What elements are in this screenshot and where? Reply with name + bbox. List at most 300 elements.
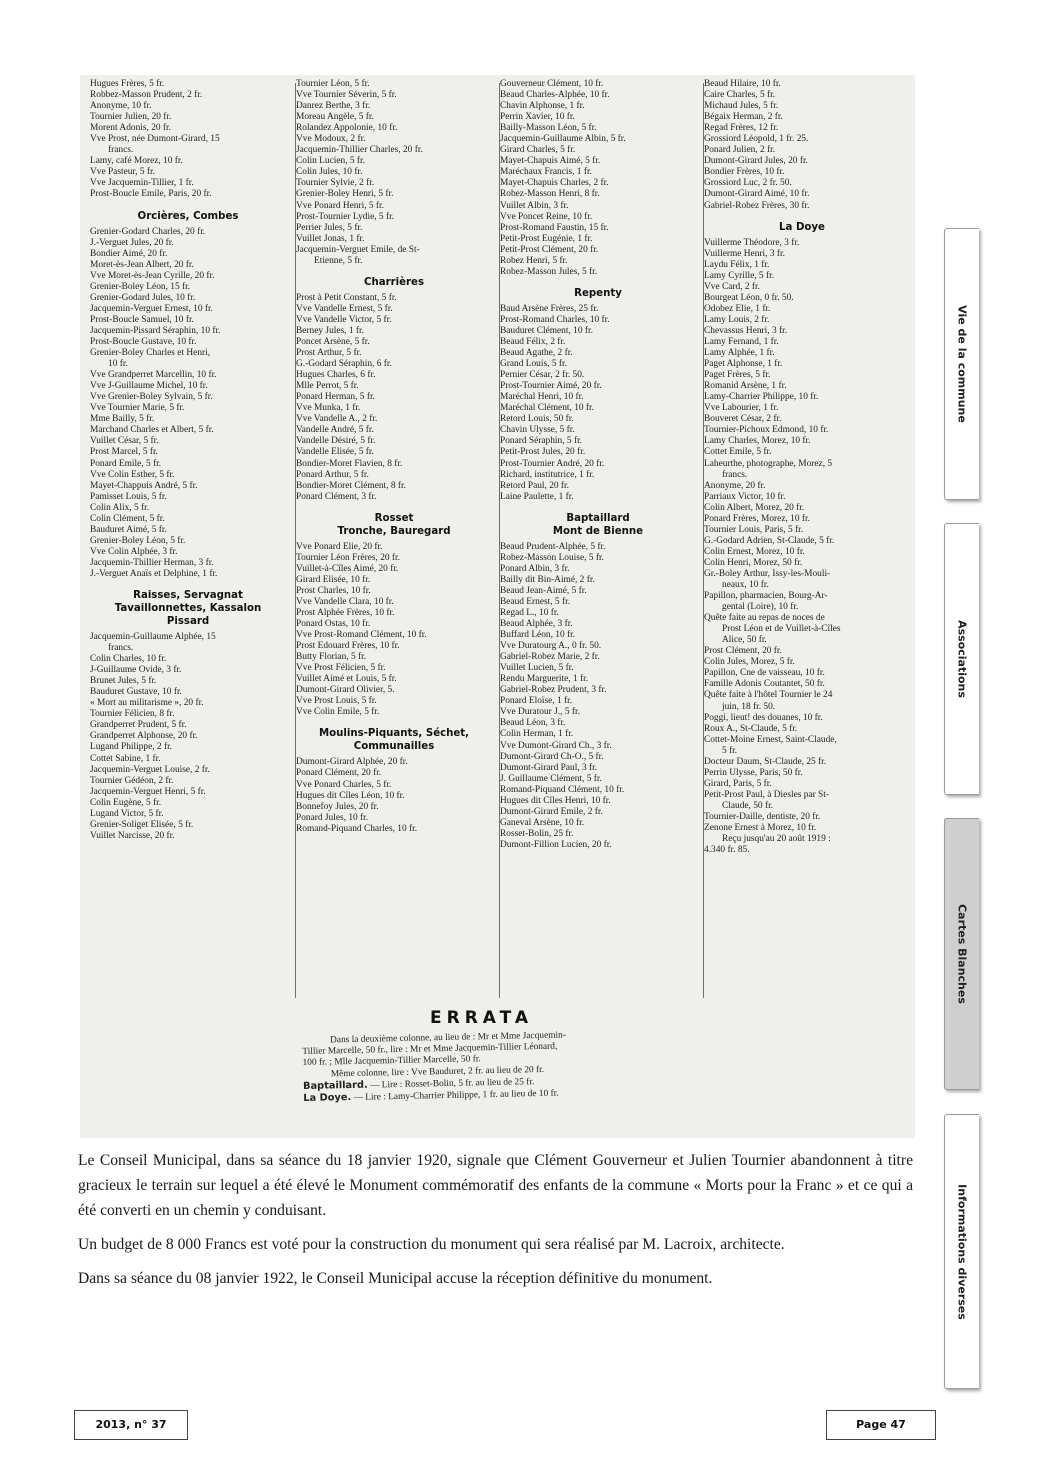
donor-entry: Colin Henri, Morez, 50 fr. [704,557,803,568]
donor-entry: Vve Moret-ès-Jean Cyrille, 20 fr. [90,270,215,281]
donor-entry: Reçu jusqu'au 20 août 1919 : [722,834,831,845]
donor-entry: Prost-Tournier Aimé, 20 fr. [500,381,602,392]
spacer [296,267,492,276]
donor-entry: J.-Verguet Anaïs et Delphine, 1 fr. [90,568,218,579]
donor-entry: Petit-Prost Jules, 20 fr. [500,447,586,458]
donor-entry: Tournier-Daille, dentiste, 20 fr. [704,812,821,822]
donor-entry: « Mort au militarisme », 20 fr. [90,698,204,709]
donor-entry: Retord Louis, 50 fr. [500,414,574,425]
donor-entry: Lamy-Charrier Philippe, 10 fr. [704,392,819,403]
donor-entry: Laine Paulette, 1 fr. [500,491,574,502]
donor-entry: Ponard Jules, 10 fr. [296,812,369,823]
locality-heading: Baptaillard [566,512,630,524]
tab-cartes-blanches[interactable] [944,818,979,1090]
donor-entry: Beaud Charles-Alphée, 10 fr. [500,90,610,101]
donor-entry: Grossiord Luc, 2 fr. 50. [704,178,792,189]
donor-entry: Gabriel-Robez Prudent, 3 fr. [500,685,607,696]
donor-entry: Anonyme, 20 fr. [704,480,766,491]
donor-entry: Ganeval Arsène, 10 fr. [500,817,585,828]
donor-entry: Paget Frères, 5 fr. [704,370,771,381]
donor-entry: Maréchal Clément, 10 fr. [500,403,594,414]
donor-entry: Ponard Ostas, 10 fr. [296,619,371,630]
donor-entry: Tournier Gédéon, 2 fr. [90,775,174,786]
donor-entry: Rosset-Bolin, 25 fr. [500,828,574,839]
donor-entry: Prost Arthur, 5 fr. [296,348,362,359]
donor-entry: 5 fr. [722,745,738,756]
list-column-3 [500,79,696,999]
donor-entry: Quête faite à l'hôtel Tournier le 24 [704,690,833,701]
donor-entry: Prost-Tournier Lydie, 5 fr. [296,211,395,222]
donor-entry: Beaud Prudent-Alphée, 5 fr. [500,541,606,552]
donor-entry: Beaud Félix, 2 fr. [500,336,566,347]
donor-entry: juin, 18 fr. 50. [722,701,776,712]
donor-entry: Dumont-Fillion Lucien, 20 fr. [500,839,612,850]
donor-entry: Vve Prost Louis, 5 fr. [296,696,377,707]
donor-entry: Chavin Ulysse, 5 fr. [500,425,575,436]
donor-entry: Vuillet Narcisse, 20 fr. [90,830,175,841]
donor-entry: Dumont-Girard Aimé, 10 fr. [704,189,810,200]
tab-associations[interactable] [944,523,979,795]
donor-entry: Chavin Alphonse, 1 fr. [500,101,585,112]
donor-entry: Vve Vandelle Ernest, 5 fr. [296,303,393,314]
locality-heading: Repenty [574,287,622,299]
donor-entry: Mlle Perrot, 5 fr. [296,381,359,392]
donor-entry: Colin Herman, 1 fr. [500,729,574,740]
donor-entry: Dumont-Girard Ch-O., 5 fr. [500,751,604,762]
donor-entry: Grandperret Prudent, 5 fr. [90,720,187,731]
donor-entry: Prost-Boucle Emile, Paris, 20 fr. [90,189,212,200]
donor-entry: Maréchal Henri, 10 fr. [500,392,584,403]
donor-entry: Vve Ponard Henri, 5 fr. [296,200,384,211]
donor-entry: Perrin Xavier, 10 fr. [500,112,575,123]
errata-line: Dans la deuxième colonne, au lieu de : Mr et Mme Jacquemin- [329,1030,567,1046]
donor-entry: Ponard Herman, 5 fr. [296,392,375,403]
donor-entry: Colin Alix, 5 fr. [90,502,150,513]
donor-entry: Bondier Frères, 10 fr. [704,167,785,178]
donor-entry: francs. [108,145,134,156]
donor-entry: Vve J-Guillaume Michel, 10 fr. [90,381,208,392]
spacer [296,718,492,727]
donor-entry: Brunet Jules, 5 fr. [90,676,157,687]
donor-entry: Vve Ponard Charles, 5 fr. [296,779,392,790]
locality-heading: Mont de Bienne [552,525,644,537]
donor-entry: Zenone Ernest à Morez, 10 fr. [704,823,817,834]
donor-entry: Retord Paul, 20 fr. [500,480,570,491]
spacer [500,278,696,287]
donor-entry: Anonyme, 10 fr. [90,101,152,112]
donor-entry: Dumont-Girard Olivier, 5. [296,685,395,696]
donor-entry: Hugues dit Cîles Léon, 10 fr. [296,790,405,801]
donor-entry: Lugand Philippe, 2 fr. [90,742,173,753]
donor-entry: Bauduret Aimé, 5 fr. [90,524,167,535]
donor-entry: Beaud Jean-Aimé, 5 fr. [500,585,587,596]
donor-entry: Lamy, café Morez, 10 fr. [90,156,183,167]
donor-entry: Bauduret Gustave, 10 fr. [90,687,182,698]
donor-entry: Bailly dit Bin-Aimé, 2 fr. [500,574,595,585]
donor-entry: Perrier Jules, 5 fr. [296,222,363,233]
donor-entry: Perrin Ulysse, Paris, 50 fr. [704,767,803,778]
donor-entry: Grenier-Godard Charles, 20 fr. [90,226,206,237]
errata-section [80,1008,915,1133]
donor-entry: Mayet-Chapuis Aimé, 5 fr. [500,156,601,167]
donor-entry: Petit-Prost Clément, 20 fr. [500,244,599,255]
donor-entry: Prost Edouard Frères, 10 fr. [296,641,400,652]
donor-entry: Dumont-Girard Alphée, 20 fr. [296,757,408,768]
tab-label: Vie de la commune [955,305,969,423]
donor-entry: Famille Adonis Coutantet, 50 fr. [704,679,825,690]
donor-entry: Vuillerme Henri, 3 fr. [704,248,785,259]
donor-entry: Colin Albert, Morez, 20 fr. [704,502,805,513]
donor-entry: Etienne, 5 fr. [314,255,363,266]
donor-entry: Grenier-Soliget Elisée, 5 fr. [90,819,194,830]
donor-entry: Beaud Hilaire, 10 fr. [704,79,781,89]
donor-entry: Jacquemin-Verguet Emile, de St- [296,244,420,255]
donor-entry: G.-Godard Séraphin, 6 fr. [296,359,392,370]
donor-entry: gental (Loire), 10 fr. [722,602,799,613]
donor-entry: Vve Colin Alphée, 3 fr. [90,546,178,557]
donor-entry: 4.340 fr. 85. [704,845,750,856]
donor-entry: Ponard Arthur, 5 fr. [296,469,369,480]
donor-entry: Odobez Elie, 1 fr. [704,303,771,314]
donor-entry: Tournier Félicien, 8 fr. [90,709,175,720]
donor-entry: Grand Louis, 5 fr. [500,359,567,370]
list-column-1 [90,79,286,999]
donor-entry: Jacquemin-Thillier Charles, 20 fr. [296,145,423,156]
donor-entry: Gr.-Boley Arthur, Issy-les-Mouli- [704,568,831,579]
donor-entry: Colin Jules, Morez, 5 fr. [704,657,795,668]
donor-entry: Papillon, pharmacien, Bourg-Ar- [704,591,828,602]
locality-heading: Tronche, Bauregard [337,525,451,537]
locality-heading: Moulins-Piquants, Séchet, [318,728,470,740]
donor-entry: Docteur Daum, St-Claude, 25 fr. [704,756,827,767]
donor-entry: Mayet-Chappuis André, 5 fr. [90,480,198,491]
donor-entry: Paget Alphonse, 1 fr. [704,359,783,370]
donor-entry: Prost-Romand Charles, 10 fr. [500,314,610,325]
donor-entry: Colin Eugène, 5 fr. [90,797,162,808]
donor-entry: Robez-Masson Louise, 5 fr. [500,552,604,563]
donor-entry: Hugues dit Cîles Henri, 10 fr. [500,795,611,806]
donor-entry: francs. [722,469,748,480]
scanned-newspaper-clipping [80,75,915,1138]
locality-heading: Rosset [374,512,414,524]
donor-entry: Baud Arsène Frères, 25 fr. [500,303,599,314]
donor-entry: Bailly-Masson Léon, 5 fr. [500,123,597,134]
donor-entry: Quête faite au repas de noces de [704,613,825,624]
article-paragraph: Un budget de 8 000 Francs est voté pour la construction du monument qui sera réalisé par M. Lacroix, architecte. [78,1236,785,1253]
donor-entry: Laheurthe, photographe, Morez, 5 [704,458,833,469]
tab-vie-de-la-commune[interactable] [944,228,979,500]
donor-entry: Laydu Félix, 1 fr. [704,259,770,270]
donor-entry: Prost Alphée Frères, 10 fr. [296,607,395,618]
article-body [78,1148,913,1300]
donor-entry: Vandelle Désiré, 5 fr. [296,436,376,447]
donor-entry: Vuillet César, 5 fr. [90,436,159,447]
donor-entry: Vve Prost Félicien, 5 fr. [296,663,386,674]
donor-entry: Colin Charles, 10 fr. [90,654,167,665]
donor-entry: Lamy Louis, 2 fr. [704,314,770,325]
donor-entry: Hugues Frères, 5 fr. [90,79,165,89]
article-paragraph: Le Conseil Municipal, dans sa séance du 18 janvier 1920, signale que Clément Gouverneur et Julien Tournier abandonnent à titre gracieux le terrain sur lequel a été élevé le Monument commémoratif des enfants de la commune « Morts pour la Franc » et ce qui a été converti en un chemin y conduisant. [78,1152,913,1219]
donor-entry: Tournier Julien, 20 fr. [90,112,172,123]
page-number: Page 47 [826,1410,936,1440]
donor-entry: Poggi, lieut! des douanes, 10 fr. [704,712,823,723]
donor-entry: Pamisset Louis, 5 fr. [90,491,167,502]
donor-entry: Ponard Albin, 3 fr. [500,563,570,574]
donor-entry: Vve Munka, 1 fr. [296,403,361,414]
donor-entry: Vuillet-à-Cîles Aimé, 20 fr. [296,563,399,574]
donor-entry: Vuillet Albin, 3 fr. [500,200,569,211]
article-paragraph: Dans sa séance du 08 janvier 1922, le Conseil Municipal accuse la réception définitive du monument. [78,1270,713,1287]
donor-entry: Michaud Jules, 5 fr. [704,101,779,112]
locality-heading: Charrières [363,276,425,288]
donor-entry: Vve Jacquemin-Tillier, 1 fr. [90,178,194,189]
donor-entry: Mayet-Chapuis Charles, 2 fr. [500,178,609,189]
donor-entry: Marchand Charles et Albert, 5 fr. [90,425,214,436]
donor-entry: Grandperret Alphonse, 20 fr. [90,731,198,742]
donor-entry: J. Guillaume Clément, 5 fr. [500,773,602,784]
donor-entry: Vandelle André, 5 fr. [296,425,374,436]
donor-entry: Gabriel-Robez Marie, 2 fr. [500,652,600,663]
list-column-2 [296,79,492,999]
donor-entry: Girard Elisée, 10 fr. [296,574,371,585]
tab-label: Informations diverses [955,1183,969,1320]
donor-entry: Cottet Emile, 5 fr. [704,447,772,458]
donor-entry: Poncet Arsène, 5 fr. [296,336,370,347]
donor-entry: Beaud Agathe, 2 fr. [500,348,573,359]
donor-entry: Grenier-Godard Jules, 10 fr. [90,292,196,303]
donor-entry: Prost-Romand Faustin, 15 fr. [500,222,609,233]
list-column-4 [704,79,900,999]
donor-entry: Lamy Cyrille, 5 fr. [704,270,775,281]
donor-entry: Jacquemin-Guillaume Albin, 5 fr. [500,134,626,145]
donor-entry: Ponard Emile, 5 fr. [90,458,162,469]
donor-entry: Prost Clément, 20 fr. [704,646,782,657]
donor-entry: Grenier-Boley Léon, 5 fr. [90,535,186,546]
donor-entry: Mme Bailly, 5 fr. [90,414,155,425]
locality-heading: Tavaillonnettes, Kassalon [114,603,262,615]
donor-entry: Vve Poncet Reine, 10 fr. [500,211,593,222]
errata-title: ERRATA [430,1008,534,1028]
donor-entry: Beaud Léon, 3 fr. [500,718,566,729]
donor-entry: Lugand Victor, 5 fr. [90,808,164,819]
donor-entry: Jacquemin-Thillier Herman, 3 fr. [90,557,214,568]
donor-entry: G.-Godard Adrien, St-Claude, 5 fr. [704,535,835,546]
donor-entry: Danrez Berthe, 3 fr. [296,101,371,112]
donor-entry: Girard Charles, 5 fr. [500,145,576,156]
donor-entry: Colin Jules, 10 fr. [296,167,363,178]
donor-entry: Colin Clément, 5 fr. [90,513,165,524]
donor-entry: Bégaix Herman, 2 fr. [704,112,783,123]
donor-entry: Vve Colin Esther, 5 fr. [90,469,175,480]
donor-entry: Jacquemin-Verguet Henri, 5 fr. [90,786,206,797]
donor-entry: Bondier Aimé, 20 fr. [90,248,168,259]
donor-entry: Jacquemin-Pissard Séraphin, 10 fr. [90,325,221,336]
errata-location: La Doye. [303,1092,352,1105]
donor-entry: Bondier-Moret Flavien, 8 fr. [296,458,403,469]
donor-entry: Vve Tournier Marie, 5 fr. [90,403,185,414]
locality-heading: Communailles [353,741,435,753]
donor-entry: Grenier-Boley Léon, 15 fr. [90,281,191,292]
donor-entry: Tournier Léon, 5 fr. [296,79,370,89]
donor-entry: Prost Léon et de Vuillet-à-Cîles [722,624,841,635]
donor-entry: Petit-Prost Paul, à Diesles par St- [704,789,829,800]
donor-entry: Vuillet Aimé et Louis, 5 fr. [296,674,397,685]
donor-entry: Vve Card, 2 fr. [704,281,760,292]
donor-entry: Vve Prost-Romand Clément, 10 fr. [296,630,427,641]
donor-entry: Caire Charles, 5 fr. [704,90,776,101]
donor-entry: Cottet Sabine, 1 fr. [90,753,161,764]
donor-entry: Beaud Ernest, 5 fr. [500,596,571,607]
donor-entry: Jacquemin-Guillaume Alphée, 15 [90,632,216,643]
donor-entry: Vve Dumont-Girard Ch., 3 fr. [500,740,612,751]
errata-body [302,1027,723,1105]
donor-entry: Vve Grandperret Marcellin, 10 fr. [90,370,217,381]
donor-entry: Robez Henri, 5 fr. [500,255,568,266]
donor-entry: Vve Vandelle Victor, 5 fr. [296,314,392,325]
spacer [90,201,286,210]
issue-number: 2013, n° 37 [74,1410,188,1440]
donor-entry: Tournier-Pichoux Edmond, 10 fr. [704,425,829,436]
donor-entry: Bondier-Moret Clément, 8 fr. [296,480,406,491]
donor-entry: Vve Duratourg A., 0 fr. 50. [500,641,602,652]
donor-entry: Ponard Séraphin, 5 fr. [500,436,583,447]
donor-entry: Petit-Prost Eugénie, 1 fr. [500,233,593,244]
donor-entry: Vve Prost, née Dumont-Girard, 15 [90,134,220,145]
tab-informations-diverses[interactable] [944,1114,979,1389]
donor-entry: Romanid Arsène, 1 fr. [704,381,787,392]
donor-entry: Ponard Clément, 20 fr. [296,768,382,779]
donor-entry: Claude, 50 fr. [722,800,774,811]
donor-entry: Vve Pasteur, 5 fr. [90,167,155,178]
donor-entry: Moreau Angèle, 5 fr. [296,112,374,123]
donor-entry: Dumont-Girard Paul, 3 fr. [500,762,598,773]
donor-entry: Vve Labourier, 1 fr. [704,403,779,414]
donor-entry: Bouveret César, 2 fr. [704,414,782,425]
spacer [704,212,900,221]
locality-heading: Pissard [166,616,210,628]
donor-entry: Grossiord Léopold, 1 fr. 25. [704,134,809,145]
donor-entry: Morent Adonis, 20 fr. [90,123,171,134]
donor-entry: Vuillet Lucien, 5 fr. [500,663,574,674]
donor-entry: Ponard Clément, 3 fr. [296,491,377,502]
donor-entry: Prost-Boucle Gustave, 10 fr. [90,336,197,347]
donor-entry: francs. [108,643,134,654]
errata-location: Baptaillard. [302,1079,368,1092]
donor-entry: Tournier Louis, Paris, 5 fr. [704,524,804,535]
tab-label: Cartes Blanches [955,904,969,1004]
subscription-list [86,79,909,1004]
donor-entry: Roux A., St-Claude, 5 fr. [704,723,798,734]
donor-entry: Prost Charles, 10 fr. [296,585,371,596]
donor-entry: Rolandez Appolonie, 10 fr. [296,123,398,134]
donor-entry: Parriaux Victor, 10 fr. [704,491,786,502]
donor-entry: Robbez-Masson Prudent, 2 fr. [90,90,203,101]
donor-entry: Berney Jules, 1 fr. [296,325,364,336]
donor-entry: Buffard Léon, 10 fr. [500,630,576,641]
donor-entry: Regad Frères, 12 fr. [704,123,779,134]
donor-entry: Cottet-Moine Ernest, Saint-Claude, [704,734,837,745]
donor-entry: Vve Modoux, 2 fr. [296,134,366,145]
spacer [90,580,286,589]
locality-heading: La Doye [779,221,825,233]
donor-entry: Dumont-Girard Jules, 20 fr. [704,156,808,167]
donor-entry: neaux, 10 fr. [722,580,769,591]
donor-entry: Romand-Piquand Clément, 10 fr. [500,784,625,795]
donor-entry: Tournier Léon Frères, 20 fr. [296,552,400,563]
donor-entry: Papillon, Cne de vaisseau, 10 fr. [704,668,825,679]
donor-entry: Maréchaux Francis, 1 fr. [500,167,592,178]
donor-entry: Ponard Frères, Morez, 10 fr. [704,513,810,524]
donor-entry: Grenier-Boley Henri, 5 fr. [296,189,394,200]
spacer [500,503,696,512]
donor-entry: Alice, 50 fr. [722,635,767,646]
donor-entry: Butty Florian, 5 fr. [296,652,367,663]
errata-line: 100 fr. ; Mlle Jacquemin-Tillier Marcelle, 50 fr. [302,1054,481,1069]
donor-entry: Prost Marcel, 5 fr. [90,447,158,458]
donor-entry: Vandelle Elisée, 5 fr. [296,447,374,458]
donor-entry: Colin Lucien, 5 fr. [296,156,365,167]
donor-entry: Gabriel-Robez Frères, 30 fr. [704,200,810,211]
errata-correction: — Lire : Rosset-Bolin, 5 fr. au lieu de 25 fr. [367,1076,535,1091]
donor-entry: J-Guillaume Ovide, 3 fr. [90,665,182,676]
donor-entry: Ponard Eloïse, 1 fr. [500,696,573,707]
donor-entry: Lamy Charles, Morez, 10 fr. [704,436,811,447]
donor-entry: Robez-Masson Jules, 5 fr. [500,266,598,277]
donor-entry: Vve Tournier Séverin, 5 fr. [296,90,397,101]
donor-entry: Prost-Tournier André, 20 fr. [500,458,605,469]
donor-entry: Gouverneur Clément, 10 fr. [500,79,604,89]
donor-entry: Vve Colin Emile, 5 fr. [296,707,380,718]
donor-entry: Bauduret Clément, 10 fr. [500,325,593,336]
donor-entry: Colin Ernest, Morez, 10 fr. [704,546,805,557]
donor-entry: Hugues Charles, 6 fr. [296,370,376,381]
donor-entry: Vuillet Jonas, 1 fr. [296,233,365,244]
donor-entry: Vve Vandelle Clara, 10 fr. [296,596,394,607]
donor-entry: Lamy Alphée, 1 fr. [704,348,775,359]
donor-entry: Tournier Sylvie, 2 fr. [296,178,375,189]
donor-entry: Jacquemin-Verguet Ernest, 10 fr. [90,303,213,314]
spacer [296,503,492,512]
errata-correction: — Lire : Lamy-Charrier Philippe, 1 fr. au lieu de 10 fr. [351,1088,559,1103]
donor-entry: Vuillerme Théodore, 3 fr. [704,237,800,248]
locality-heading: Raisses, Servagnat [133,590,243,602]
donor-entry: J.-Verguet Jules, 20 fr. [90,237,174,248]
donor-entry: Girard, Paris, 5 fr. [704,778,772,789]
donor-entry: Vve Vandelle A., 2 fr. [296,414,378,425]
donor-entry: Regad L., 10 fr. [500,607,559,618]
donor-entry: Ponard Julien, 2 fr. [704,145,776,156]
donor-entry: Dumont-Girard Emile, 2 fr. [500,806,603,817]
donor-entry: Vve Grenier-Boley Sylvain, 5 fr. [90,392,213,403]
donor-entry: Prost à Petit Constant, 5 fr. [296,292,397,303]
donor-entry: Bonnefoy Jules, 20 fr. [296,801,379,812]
donor-entry: Grenier-Boley Charles et Henri, [90,348,211,359]
donor-entry: Pernier César, 2 fr. 50. [500,370,585,381]
donor-entry: Moret-ès-Jean Albert, 20 fr. [90,259,194,270]
donor-entry: Chevassus Henri, 3 fr. [704,325,788,336]
tab-label: Associations [955,620,969,698]
donor-entry: Lamy Fernand, 1 fr. [704,336,779,347]
donor-entry: 10 fr. [108,359,128,370]
errata-line: Même colonne, lire : Vve Bauduret, 2 fr. au lieu de 20 fr. [330,1064,545,1080]
donor-entry: Richard, institutrice, 1 fr. [500,469,595,480]
errata-line: Tillier Marcelle, 50 fr., lire : Mr et Mme Jacquemin-Tillier Léonard, [302,1041,558,1058]
locality-heading: Orcières, Combes [137,210,239,222]
donor-entry: Vve Duratour J., 5 fr. [500,707,580,718]
donor-entry: Bourgeat Léon, 0 fr. 50. [704,292,794,303]
donor-entry: Rendu Marguerite, 1 fr. [500,674,589,685]
donor-entry: Vve Ponard Elie, 20 fr. [296,541,383,552]
